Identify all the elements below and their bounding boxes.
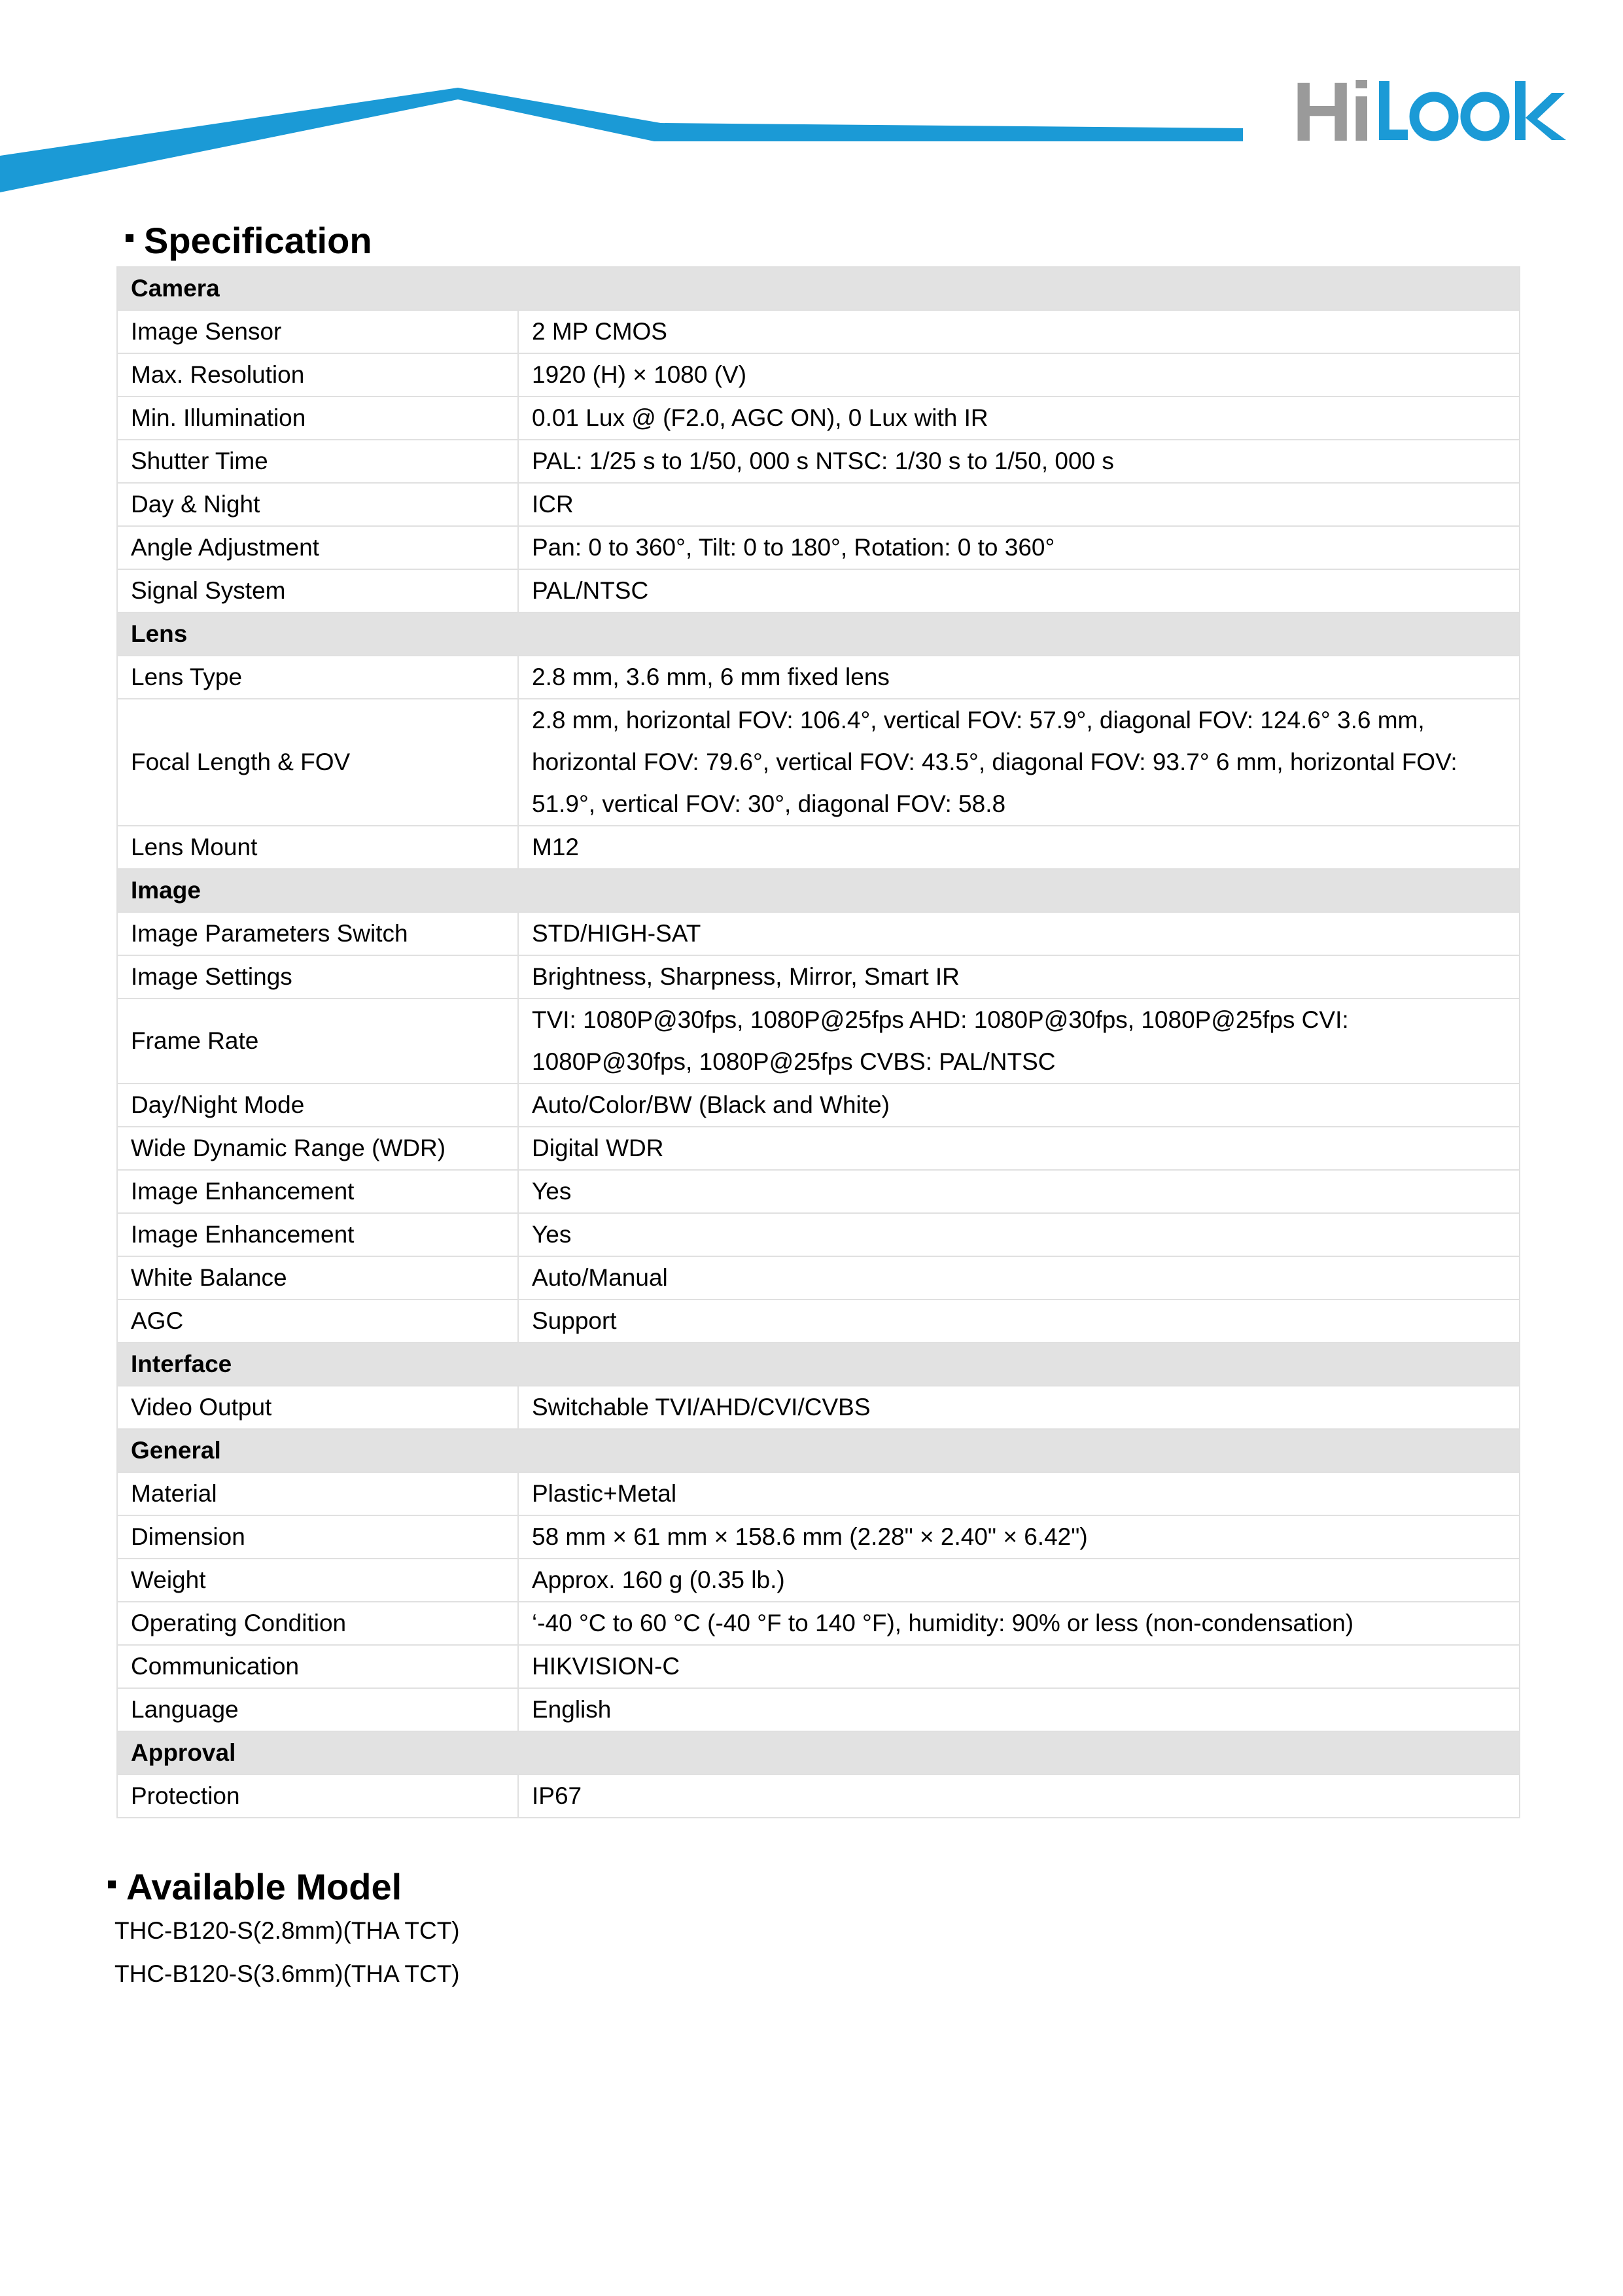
spec-label: Protection: [117, 1775, 518, 1818]
spec-label: Shutter Time: [117, 440, 518, 483]
spec-row: [117, 1256, 1520, 1299]
category-label: General: [117, 1429, 1520, 1472]
bullet-icon: [126, 234, 133, 242]
available-model-heading: [108, 1866, 402, 1908]
spec-value: Brightness, Sharpness, Mirror, Smart IR: [518, 955, 1520, 998]
category-label: Interface: [117, 1343, 1520, 1386]
spec-label: Image Enhancement: [117, 1170, 518, 1213]
spec-value: Digital WDR: [518, 1127, 1520, 1170]
model-item: THC-B120-S(3.6mm)(THA TCT): [114, 1960, 460, 1987]
spec-row: [117, 1170, 1520, 1213]
spec-row: [117, 912, 1520, 955]
spec-value: PAL: 1/25 s to 1/50, 000 s NTSC: 1/30 s to 1/50, 000 s: [518, 440, 1520, 483]
spec-label: Weight: [117, 1559, 518, 1602]
category-row: [117, 1343, 1520, 1386]
spec-value: Pan: 0 to 360°, Tilt: 0 to 180°, Rotation: 0 to 360°: [518, 526, 1520, 569]
spec-value: English: [518, 1688, 1520, 1731]
spec-value: Auto/Color/BW (Black and White): [518, 1084, 1520, 1127]
spec-row: [117, 569, 1520, 612]
spec-label: Material: [117, 1472, 518, 1515]
spec-label: Wide Dynamic Range (WDR): [117, 1127, 518, 1170]
spec-label: Image Enhancement: [117, 1213, 518, 1256]
spec-label: Signal System: [117, 569, 518, 612]
spec-row: [117, 440, 1520, 483]
spec-row: [117, 1775, 1520, 1818]
spec-row: [117, 1386, 1520, 1429]
category-row: [117, 1429, 1520, 1472]
spec-label: Max. Resolution: [117, 353, 518, 397]
spec-row: [117, 998, 1520, 1084]
spec-value: Yes: [518, 1170, 1520, 1213]
spec-row: [117, 1515, 1520, 1559]
category-label: Approval: [117, 1731, 1520, 1775]
spec-row: [117, 1645, 1520, 1688]
model-item: THC-B120-S(2.8mm)(THA TCT): [114, 1917, 460, 1944]
spec-value: Switchable TVI/AHD/CVI/CVBS: [518, 1386, 1520, 1429]
spec-value: M12: [518, 826, 1520, 869]
category-label: Lens: [117, 612, 1520, 656]
spec-row: [117, 656, 1520, 699]
spec-label: Language: [117, 1688, 518, 1731]
spec-label: Min. Illumination: [117, 397, 518, 440]
spec-value: ‘-40 °C to 60 °C (-40 °F to 140 °F), humidity: 90% or less (non-condensation): [518, 1602, 1520, 1645]
spec-row: [117, 1213, 1520, 1256]
spec-row: [117, 699, 1520, 826]
spec-value: 2.8 mm, 3.6 mm, 6 mm fixed lens: [518, 656, 1520, 699]
spec-value: 2 MP CMOS: [518, 310, 1520, 353]
spec-row: [117, 1688, 1520, 1731]
spec-row: [117, 1084, 1520, 1127]
specification-title: Specification: [144, 220, 372, 261]
spec-value: 2.8 mm, horizontal FOV: 106.4°, vertical FOV: 57.9°, diagonal FOV: 124.6° 3.6 mm, horizontal FOV: 79.6°, vertical FOV: 43.5°, diagonal FOV: 93.7° 6 mm, horizontal FOV: 51.9°, vertical FOV: 30°, diagonal FOV: 58.8: [518, 699, 1520, 826]
spec-value: 0.01 Lux @ (F2.0, AGC ON), 0 Lux with IR: [518, 397, 1520, 440]
spec-label: Lens Mount: [117, 826, 518, 869]
spec-value: Yes: [518, 1213, 1520, 1256]
spec-value: IP67: [518, 1775, 1520, 1818]
spec-value: HIKVISION-C: [518, 1645, 1520, 1688]
category-row: [117, 1731, 1520, 1775]
category-row: [117, 267, 1520, 310]
bullet-icon: [108, 1881, 116, 1888]
spec-label: Image Sensor: [117, 310, 518, 353]
spec-label: Lens Type: [117, 656, 518, 699]
spec-label: Image Parameters Switch: [117, 912, 518, 955]
spec-label: Image Settings: [117, 955, 518, 998]
header-banner: [0, 0, 1623, 209]
spec-value: 58 mm × 61 mm × 158.6 mm (2.28" × 2.40" × 6.42"): [518, 1515, 1520, 1559]
spec-row: [117, 1299, 1520, 1343]
spec-label: AGC: [117, 1299, 518, 1343]
accent-swoosh: [0, 88, 1243, 192]
spec-row: [117, 353, 1520, 397]
spec-row: [117, 1602, 1520, 1645]
spec-label: Communication: [117, 1645, 518, 1688]
spec-row: [117, 1127, 1520, 1170]
category-row: [117, 869, 1520, 912]
category-row: [117, 612, 1520, 656]
spec-row: [117, 397, 1520, 440]
spec-label: Dimension: [117, 1515, 518, 1559]
specification-heading: [126, 220, 372, 262]
spec-row: [117, 1472, 1520, 1515]
spec-value: ICR: [518, 483, 1520, 526]
spec-value: 1920 (H) × 1080 (V): [518, 353, 1520, 397]
spec-value: Support: [518, 1299, 1520, 1343]
available-model-title: Available Model: [126, 1866, 402, 1907]
spec-label: White Balance: [117, 1256, 518, 1299]
spec-value: Auto/Manual: [518, 1256, 1520, 1299]
spec-row: [117, 483, 1520, 526]
spec-label: Day/Night Mode: [117, 1084, 518, 1127]
svg-text:Hi: Hi: [1292, 65, 1370, 159]
spec-row: [117, 1559, 1520, 1602]
spec-row: [117, 955, 1520, 998]
spec-row: [117, 826, 1520, 869]
spec-label: Day & Night: [117, 483, 518, 526]
spec-label: Angle Adjustment: [117, 526, 518, 569]
spec-value: Plastic+Metal: [518, 1472, 1520, 1515]
spec-value: Approx. 160 g (0.35 lb.): [518, 1559, 1520, 1602]
spec-value: STD/HIGH-SAT: [518, 912, 1520, 955]
spec-value: PAL/NTSC: [518, 569, 1520, 612]
model-list: [114, 1909, 460, 1996]
spec-label: Frame Rate: [117, 998, 518, 1084]
spec-label: Video Output: [117, 1386, 518, 1429]
specification-table: [116, 266, 1520, 1818]
category-label: Image: [117, 869, 1520, 912]
spec-row: [117, 310, 1520, 353]
hilook-logo: [1292, 65, 1566, 159]
spec-label: Operating Condition: [117, 1602, 518, 1645]
spec-value: TVI: 1080P@30fps, 1080P@25fps AHD: 1080P@30fps, 1080P@25fps CVI: 1080P@30fps, 1080P@25fps CVBS: PAL/NTSC: [518, 998, 1520, 1084]
category-label: Camera: [117, 267, 1520, 310]
spec-label: Focal Length & FOV: [117, 699, 518, 826]
spec-row: [117, 526, 1520, 569]
